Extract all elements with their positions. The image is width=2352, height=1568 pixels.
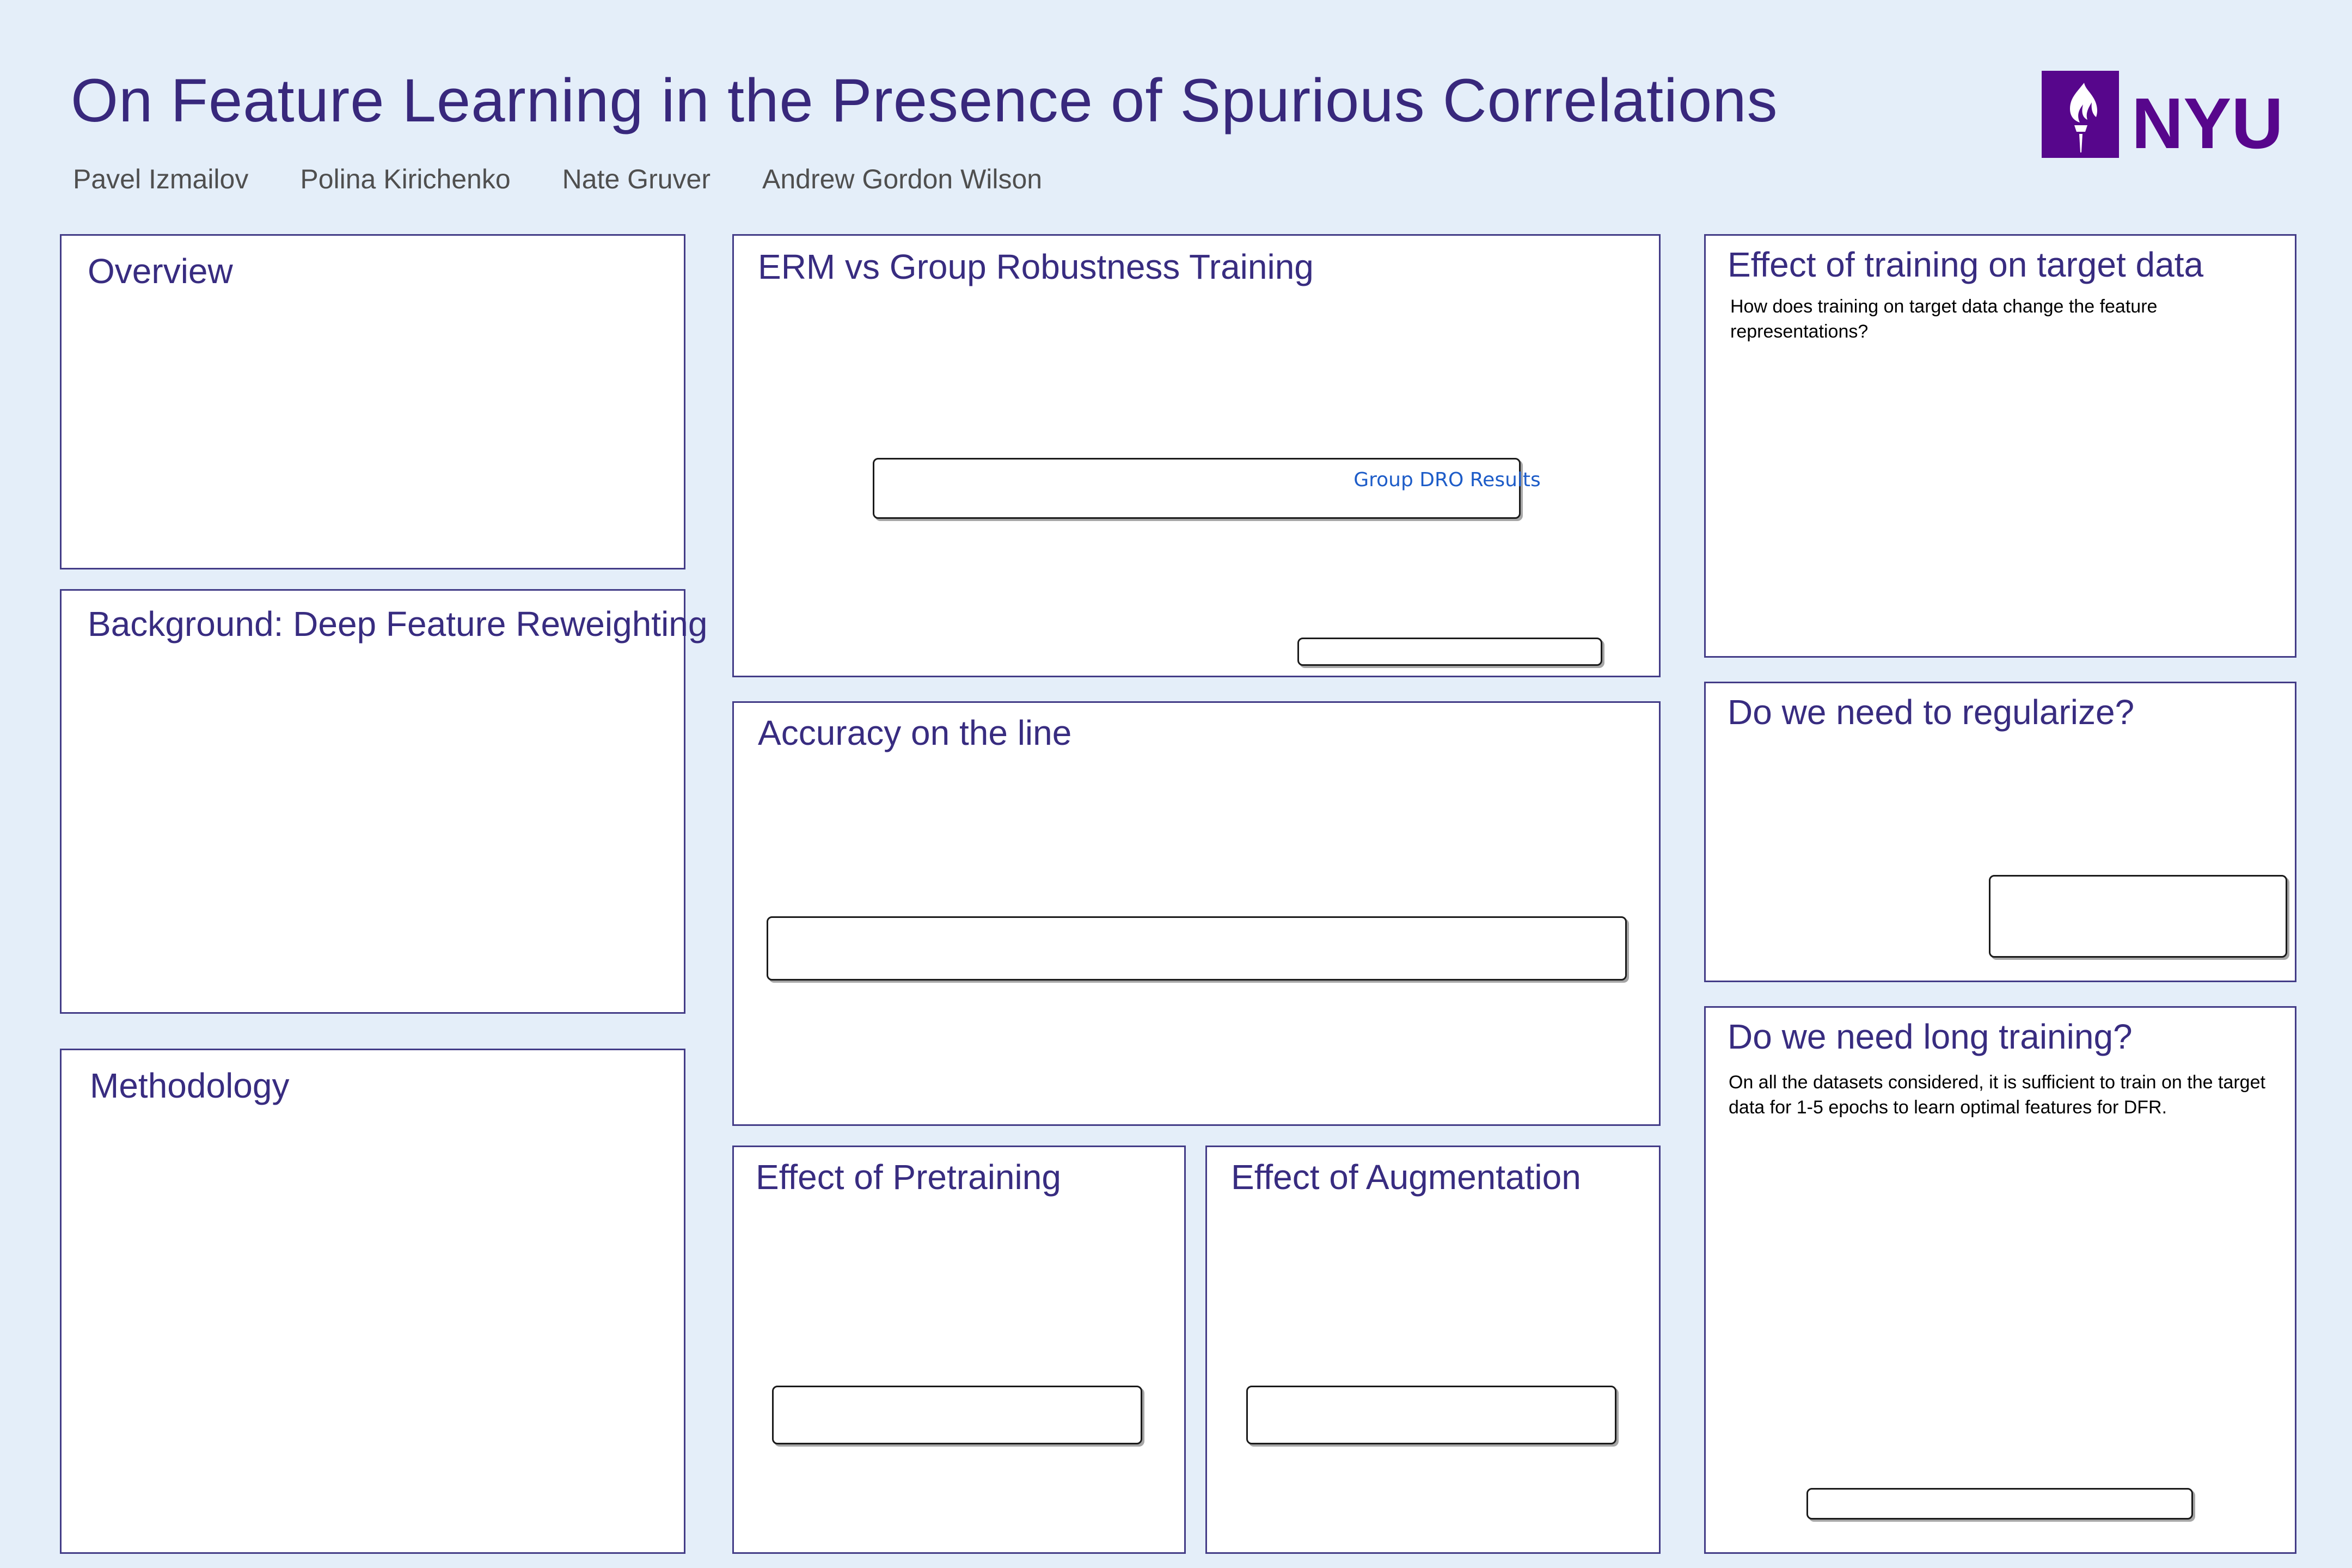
pretraining-bar-chart (758, 1202, 1156, 1381)
dfr-schematic (83, 652, 660, 842)
author: Nate Gruver (562, 164, 710, 194)
dro-results-figure (1257, 492, 1638, 632)
authors-row (73, 163, 1042, 195)
long-training-text: On all the datasets considered, it is sufficient to train on the target data for 1-5 epochs to learn optimal features for DFR. (1729, 1072, 2265, 1118)
dro-results-title: Group DRO Results (1353, 469, 1541, 491)
section-overview (60, 234, 685, 569)
section-title: Background: Deep Feature Reweighting (88, 604, 708, 644)
section-background (60, 589, 708, 1014)
pretraining-legend (772, 1386, 1142, 1444)
author: Polina Kirichenko (300, 164, 511, 194)
section-accuracy-line (732, 701, 1661, 1126)
section-title: Effect of Augmentation (1231, 1157, 1581, 1197)
nyu-logo (2042, 65, 2298, 174)
section-title: ERM vs Group Robustness Training (758, 247, 1314, 286)
regularize-legend (1989, 875, 2287, 958)
author: Pavel Izmailov (73, 164, 249, 194)
section-title: Overview (88, 252, 233, 291)
target-scatter-figure (1714, 347, 2286, 527)
target-question: How does training on target data change the feature representations? (1730, 296, 2158, 342)
augmentation-bar-chart (1233, 1202, 1631, 1381)
long-training-legend (1806, 1488, 2193, 1520)
section-pretraining (732, 1146, 1186, 1554)
section-title: Accuracy on the line (758, 713, 1072, 752)
accuracy-legend (767, 916, 1627, 981)
section-long-training (1704, 1006, 2296, 1554)
nyu-logo-text: NYU (2132, 83, 2283, 163)
section-title: Methodology (90, 1066, 290, 1105)
section-methodology (60, 1049, 685, 1554)
erm-bar-chart (772, 289, 1621, 452)
author: Andrew Gordon Wilson (762, 164, 1043, 194)
page-title: On Feature Learning in the Presence of Spurious Correlations (71, 66, 1778, 134)
section-augmentation (1205, 1146, 1661, 1554)
augmentation-legend (1246, 1386, 1616, 1444)
dro-results-legend (1297, 638, 1602, 666)
accuracy-scatter-figure (750, 757, 1643, 905)
section-title: Effect of training on target data (1728, 245, 2204, 284)
section-regularize (1704, 682, 2296, 982)
regularize-scatter-figure (1975, 731, 2290, 868)
section-target-training (1704, 234, 2296, 658)
long-training-line-figure (1717, 1130, 2283, 1479)
section-title: Do we need long training? (1728, 1017, 2133, 1056)
section-title: Effect of Pretraining (756, 1157, 1061, 1197)
section-title: Do we need to regularize? (1728, 693, 2135, 732)
section-erm-vs-group (732, 234, 1661, 677)
